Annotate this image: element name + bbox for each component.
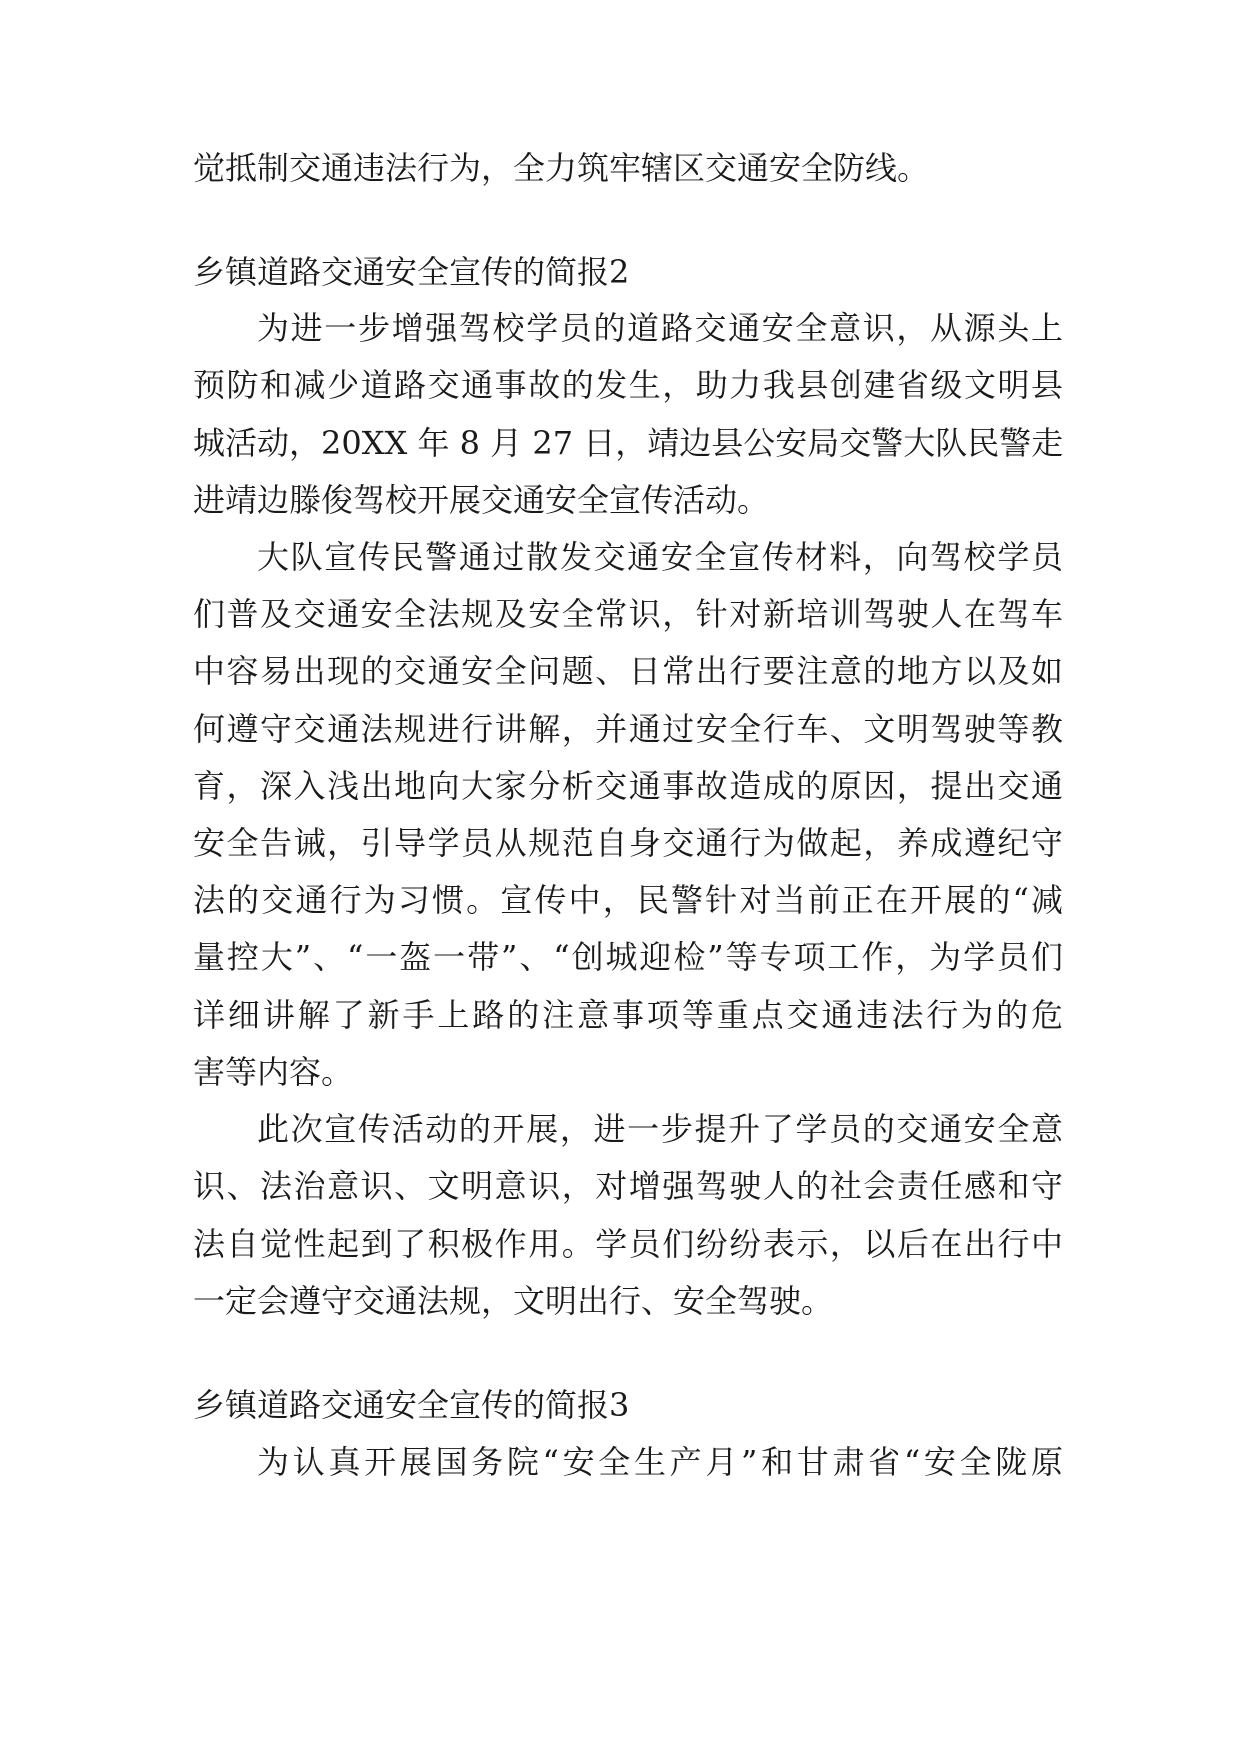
text-line: 中容易出现的交通安全问题、日常出行要注意的地方以及如 [193,652,1063,690]
text-line: 为进一步增强驾校学员的道路交通安全意识，从源头上 [257,309,1063,347]
text-line: 育，深入浅出地向大家分析交通事故造成的原因，提出交通 [193,767,1063,805]
text-line: 预防和减少道路交通事故的发生，助力我县创建省级文明县 [193,366,1063,404]
text-line: 觉抵制交通违法行为，全力筑牢辖区交通安全防线。 [193,149,930,187]
text-line: 大队宣传民警通过散发交通安全宣传材料，向驾校学员 [257,538,1063,576]
text-line: 安全告诫，引导学员从规范自身交通行为做起，养成遵纪守 [193,824,1063,862]
text-line: 害等内容。 [193,1053,354,1091]
text-line: 识、法治意识、文明意识，对增强驾驶人的社会责任感和守 [193,1167,1063,1205]
text-line: 量控大”、“一盔一带”、“创城迎检”等专项工作，为学员们 [193,938,1063,976]
text-line: 进靖边滕俊驾校开展交通安全宣传活动。 [193,481,770,519]
text-line: 法自觉性起到了积极作用。学员们纷纷表示，以后在出行中 [193,1225,1063,1263]
text-line: 一定会遵守交通法规，文明出行、安全驾驶。 [193,1282,834,1320]
text-line: 此次宣传活动的开展，进一步提升了学员的交通安全意 [257,1110,1063,1148]
text-line: 详细讲解了新手上路的注意事项等重点交通违法行为的危 [193,996,1063,1034]
text-line: 何遵守交通法规进行讲解，并通过安全行车、文明驾驶等教 [193,710,1063,748]
section-heading: 乡镇道路交通安全宣传的简报3 [193,1386,630,1424]
text-line: 城活动，20XX 年 8 月 27 日，靖边县公安局交警大队民警走 [193,424,1064,462]
text-line: 法的交通行为习惯。宣传中，民警针对当前正在开展的“减 [193,881,1063,919]
section-heading: 乡镇道路交通安全宣传的简报2 [193,253,630,291]
text-line: 为认真开展国务院“安全生产月”和甘肃省“安全陇原 [257,1443,1063,1481]
text-line: 们普及交通安全法规及安全常识，针对新培训驾驶人在驾车 [193,595,1063,633]
